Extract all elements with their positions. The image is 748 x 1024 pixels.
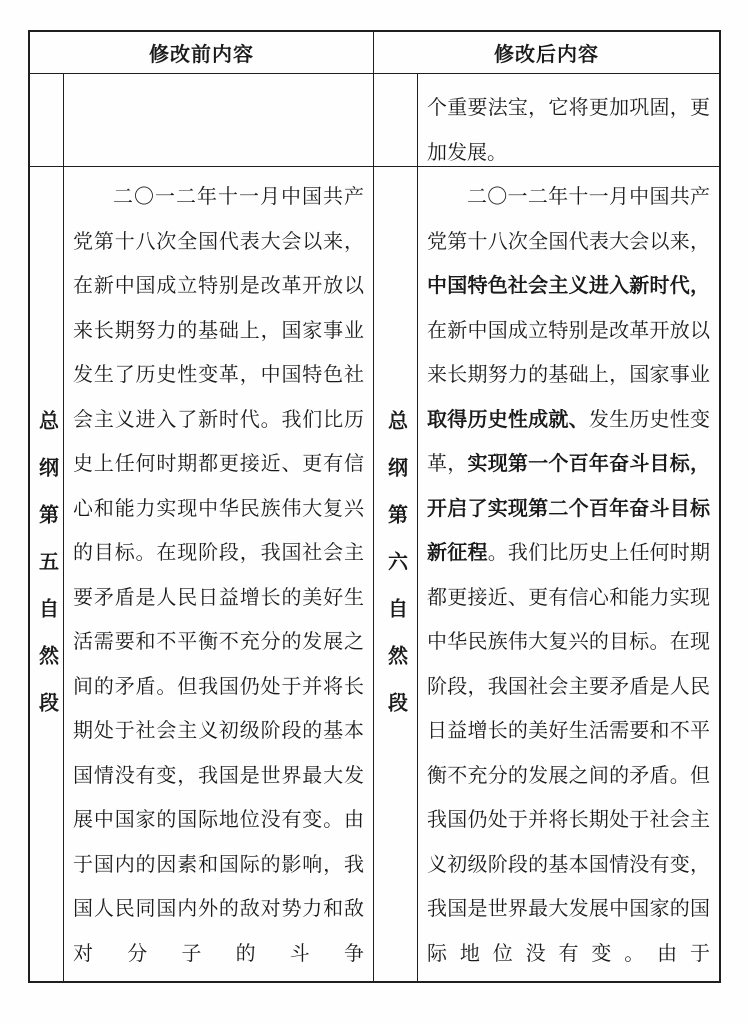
- overflow-row-before-label-cell: [30, 74, 64, 167]
- before-paragraph-content: 二〇一二年十一月中国共产党第十八次全国代表大会以来，在新中国成立特别是改革开放以来长期努力的基础上，国家事业发生了历史性变革，中国特色社会主义进入了新时代。我们比历史上任何时期都更接近、更有信心和能力实现中华民族伟大复兴的目标。在现阶段，我国社会主要矛盾是人民日益增长的美好生活需要和不平衡不充分的发展之间的矛盾。但我国仍处于并将长期处于社会主义初级阶段的基本国情没有变，我国是世界最大发展中国家的国际地位没有变。由于国内的因素和国际的影响，我国人民同国内外的敌对势力和敌对分子的斗争: [64, 167, 374, 981]
- text-segment: 发生历史性变革，: [427, 408, 711, 475]
- text-segment: 。我们比历史上任何时期都更接近、更有信心和能力实现中华民族伟大复兴的目标。在现阶段，我国社会主要矛盾是人民日益增长的美好生活需要和不平衡不充分的发展之间的矛盾。但我国仍处于并将长期处于社会主义初级阶段的基本国情没有变，我国是世界最大发展中国家的国际地位没有变。由于: [427, 542, 711, 965]
- amendment-comparison-table: [28, 30, 721, 983]
- overflow-row-before-content-cell: [64, 74, 374, 167]
- overflow-row-after-content: 个重要法宝，它将更加巩固，更加发展。: [418, 74, 719, 167]
- amended-text-segment: 实现第一个百年奋斗目标，开启了实现第二个百年奋斗目标新征程: [427, 453, 711, 564]
- header-before-column: 修改前内容: [30, 32, 374, 74]
- after-paragraph-label: 总纲第六自然段: [384, 409, 407, 739]
- text-segment: 二〇一二年十一月中国共产党第十八次全国代表大会以来，: [427, 186, 710, 253]
- before-paragraph-label: 总纲第五自然段: [35, 409, 58, 739]
- after-paragraph-label-cell: [374, 167, 418, 981]
- after-paragraph-content: [418, 167, 719, 981]
- header-after-column: 修改后内容: [374, 32, 719, 74]
- before-paragraph-label-cell: [30, 167, 64, 981]
- text-segment: 在新中国成立特别是改革开放以来长期努力的基础上，国家事业: [427, 319, 710, 386]
- amended-text-segment: 中国特色社会主义进入新时代，: [427, 275, 710, 297]
- overflow-row-after-label-cell: [374, 74, 418, 167]
- amended-text-segment: 取得历史性成就、: [427, 408, 589, 431]
